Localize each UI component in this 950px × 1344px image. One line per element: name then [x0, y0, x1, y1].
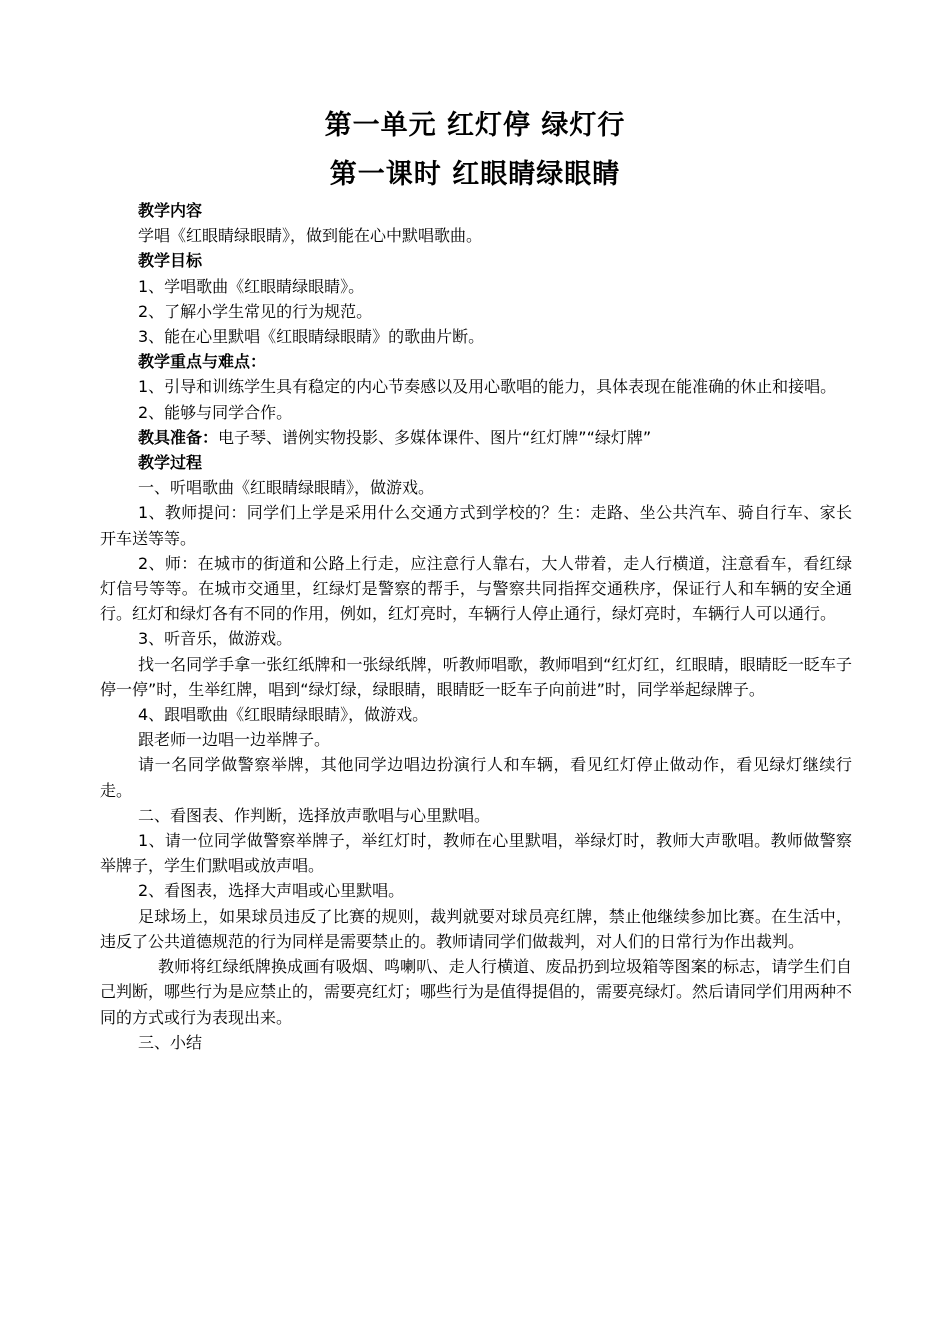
section-heading-key-points: 教学重点与难点：: [138, 352, 267, 372]
process-step: 3、听音乐，做游戏。: [138, 629, 293, 649]
section-heading-goals: 教学目标: [138, 251, 203, 271]
key-point-item: 2、能够与同学合作。: [138, 402, 293, 422]
goal-item: 3、能在心里默唱《红眼睛绿眼睛》的歌曲片断。: [138, 327, 485, 347]
materials-paragraph: [100, 425, 852, 450]
process-step: 2、看图表，选择大声唱或心里默唱。: [138, 881, 405, 901]
content-text: 学唱《红眼睛绿眼睛》，做到能在心中默唱歌曲。: [138, 226, 483, 246]
process-step: 2、师：在城市的街道和公路上行走，应注意行人靠右，大人带着，走人行横道，注意看车，看红绿灯信号等等。在城市交通里，红绿灯是警察的帮手，与警察共同指挥交通秩序，保证行人和车辆的安全通行。红灯和绿灯各有不同的作用，例如，红灯亮时，车辆行人停止通行，绿灯亮时，车辆行人可以通行。: [100, 553, 852, 624]
materials-text: 电子琴、谱例实物投影、多媒体课件、图片“红灯牌”“绿灯牌”: [218, 427, 652, 447]
document-body: [100, 198, 852, 1055]
goal-item: 1、学唱歌曲《红眼睛绿眼睛》。: [138, 276, 365, 296]
process-step: 一、听唱歌曲《红眼睛绿眼睛》，做游戏。: [138, 478, 435, 498]
process-step: 1、请一位同学做警察举牌子，举红灯时，教师在心里默唱，举绿灯时，教师大声歌唱。教师做警察举牌子，学生们默唱或放声唱。: [100, 831, 852, 876]
section-heading-process: 教学过程: [138, 453, 203, 473]
process-step: 三、小结: [138, 1032, 203, 1052]
process-step: 二、看图表、作判断，选择放声歌唱与心里默唱。: [138, 805, 491, 825]
materials-label: 教具准备：: [138, 427, 219, 447]
lesson-title: 第一课时 红眼睛绿眼睛: [329, 159, 621, 190]
process-step: 1、教师提问：同学们上学是采用什么交通方式到学校的？生：走路、坐公共汽车、骑自行车、家长开车送等等。: [100, 503, 852, 548]
process-step: 请一名同学做警察举牌，其他同学边唱边扮演行人和车辆，看见红灯停止做动作，看见绿灯继续行走。: [100, 755, 852, 800]
section-heading-content: 教学内容: [138, 201, 203, 220]
process-step: 教师将红绿纸牌换成画有吸烟、鸣喇叭、走人行横道、废品扔到垃圾箱等图案的标志，请学生们自己判断，哪些行为是应禁止的，需要亮红灯；哪些行为是值得提倡的，需要亮绿灯。然后请同学们用两种不同的方式或行为表现出来。: [100, 957, 853, 1027]
process-step: 找一名同学手拿一张红纸牌和一张绿纸牌，听教师唱歌，教师唱到“红灯红，红眼睛，眼睛眨一眨车子停一停”时，生举红牌，唱到“绿灯绿，绿眼睛，眼睛眨一眨车子向前进”时，同学举起绿牌子。: [100, 654, 852, 699]
goal-item: 2、了解小学生常见的行为规范。: [138, 301, 373, 321]
process-step: 足球场上，如果球员违反了比赛的规则，裁判就要对球员亮红牌，禁止他继续参加比赛。在生活中，违反了公共道德规范的行为同样是需要禁止的。教师请同学们做裁判，对人们的日常行为作出裁判。: [100, 906, 852, 951]
unit-title: 第一单元 红灯停 绿灯行: [324, 110, 626, 141]
process-step: 4、跟唱歌曲《红眼睛绿眼睛》，做游戏。: [138, 705, 429, 725]
process-step: 跟老师一边唱一边举牌子。: [138, 730, 331, 750]
key-point-item: 1、引导和训练学生具有稳定的内心节奏感以及用心歌唱的能力，具体表现在能准确的休止和接唱。: [138, 377, 837, 397]
